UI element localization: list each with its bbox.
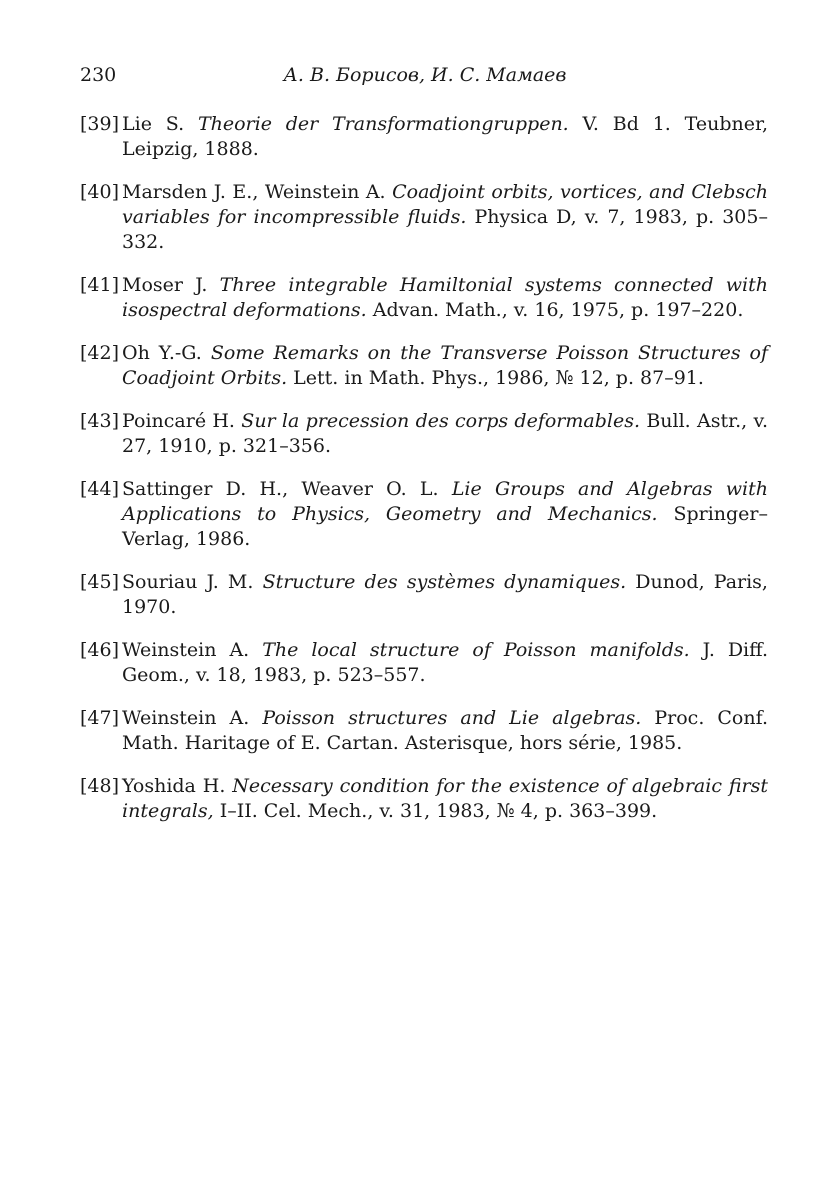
reference-number: [41] — [80, 274, 120, 296]
reference-item — [80, 477, 768, 552]
reference-number: [43] — [80, 410, 120, 432]
reference-item — [80, 273, 768, 323]
reference-details: Lett. in Math. Phys., 1986, № 12, p. 87–91. — [293, 367, 704, 389]
reference-number: [45] — [80, 571, 120, 593]
reference-item — [80, 409, 768, 459]
reference-author: Weinstein A. — [122, 707, 250, 729]
reference-title: Theorie der Transformationgruppen. — [197, 113, 569, 135]
reference-title: Coadjoint orbits, vortices, and Clebsch variables for incompressible fluids. — [122, 181, 769, 228]
reference-title: The local structure of Poisson manifolds. — [262, 639, 690, 661]
reference-details: V. Bd 1. Teubner, Leipzig, 1888. — [122, 113, 768, 160]
reference-details: Proc. Conf. Math. Haritage of E. Cartan. Asterisque, hors série, 1985. — [122, 707, 769, 754]
reference-item — [80, 638, 768, 688]
reference-details: Dunod, Paris, 1970. — [122, 571, 768, 618]
reference-number: [40] — [80, 181, 120, 203]
reference-item — [80, 112, 768, 162]
reference-details: Advan. Math., v. 16, 1975, p. 197–220. — [372, 299, 744, 321]
running-head — [80, 64, 770, 94]
reference-number: [39] — [80, 113, 120, 135]
reference-details: I–II. Cel. Mech., v. 31, 1983, № 4, p. 363–399. — [219, 800, 658, 822]
reference-number: [46] — [80, 639, 120, 661]
reference-number: [42] — [80, 342, 120, 364]
reference-title: Poisson structures and Lie algebras. — [262, 707, 642, 729]
reference-item — [80, 180, 768, 255]
reference-title: Necessary condition for the existence of algebraic first integrals, — [122, 775, 768, 822]
reference-title: Three integrable Hamiltonial systems connected with isospectral deformations. — [122, 274, 768, 321]
reference-author: Oh Y.-G. — [122, 342, 202, 364]
reference-item — [80, 706, 768, 756]
reference-author: Poincaré H. — [122, 410, 235, 432]
reference-details: Bull. Astr., v. 27, 1910, p. 321–356. — [122, 410, 769, 457]
reference-item — [80, 774, 768, 824]
reference-details: Springer–Verlag, 1986. — [122, 503, 769, 550]
reference-number: [48] — [80, 775, 120, 797]
reference-item — [80, 341, 768, 391]
reference-details: Physica D, v. 7, 1983, p. 305–332. — [122, 206, 768, 253]
reference-title: Structure des systèmes dynamiques. — [262, 571, 627, 593]
reference-author: Lie S. — [122, 113, 185, 135]
reference-author: Weinstein A. — [122, 639, 250, 661]
page-number: 230 — [80, 64, 117, 86]
reference-number: [44] — [80, 478, 120, 500]
reference-title: Lie Groups and Algebras with Applications to Physics, Geometry and Mechanics. — [122, 478, 768, 525]
reference-author: Marsden J. E., Weinstein A. — [122, 181, 386, 203]
reference-title: Sur la precession des corps deformables. — [241, 410, 640, 432]
running-title: А. В. Борисов, И. С. Мамаев — [283, 64, 567, 86]
reference-author: Moser J. — [122, 274, 208, 296]
reference-author: Yoshida H. — [122, 775, 226, 797]
reference-author: Sattinger D. H., Weaver O. L. — [122, 478, 439, 500]
reference-author: Souriau J. M. — [122, 571, 254, 593]
reference-title: Some Remarks on the Transverse Poisson Structures of Coadjoint Orbits. — [122, 342, 769, 389]
reference-list — [80, 112, 768, 842]
reference-item — [80, 570, 768, 620]
reference-number: [47] — [80, 707, 120, 729]
reference-details: J. Diff. Geom., v. 18, 1983, p. 523–557. — [122, 639, 768, 686]
